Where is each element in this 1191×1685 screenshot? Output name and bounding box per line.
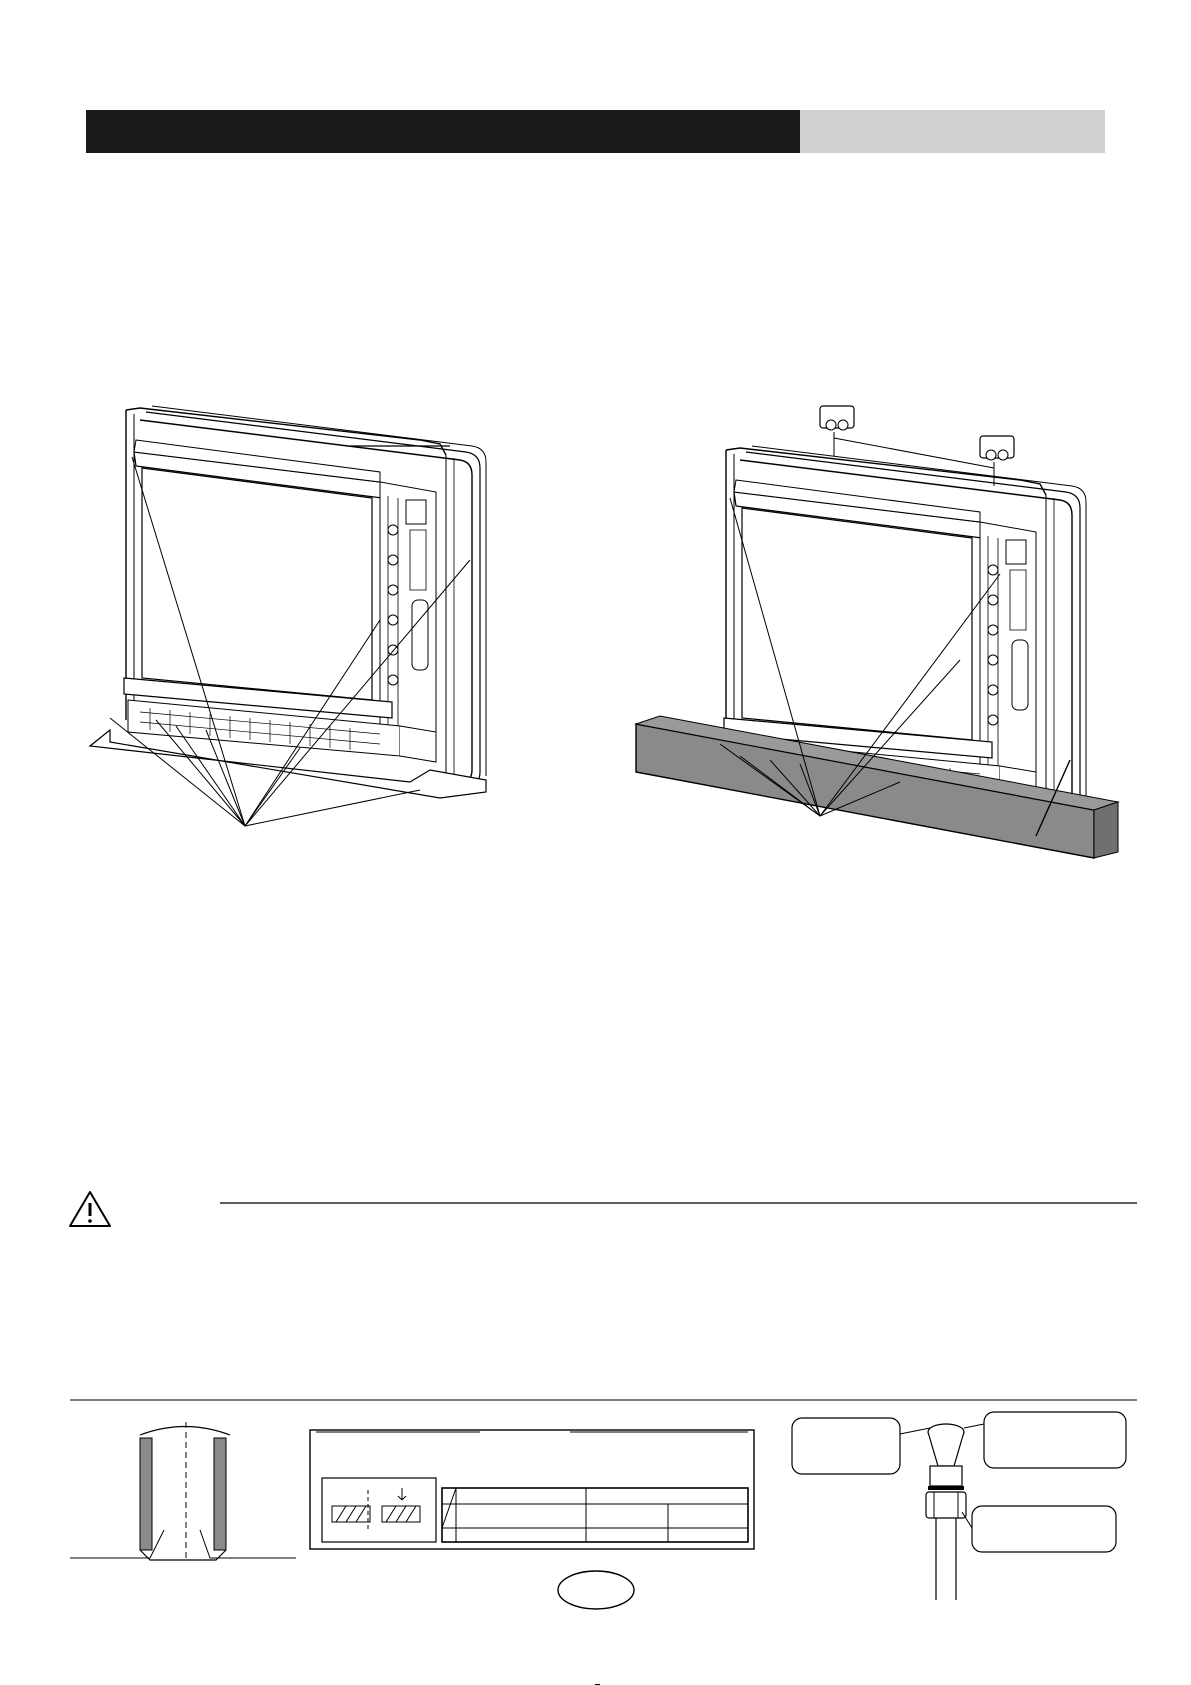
pipe-cross-section-icon bbox=[70, 1422, 296, 1560]
hanging-hook-left bbox=[820, 406, 854, 430]
page-number-oval bbox=[558, 1571, 634, 1609]
flare-dimension-table-icon bbox=[310, 1430, 754, 1549]
left-unit-figure bbox=[90, 406, 486, 798]
warning-triangle-icon bbox=[70, 1192, 110, 1226]
flare-nut-joint-icon bbox=[792, 1412, 1126, 1600]
hanging-hook-right bbox=[980, 436, 1014, 460]
